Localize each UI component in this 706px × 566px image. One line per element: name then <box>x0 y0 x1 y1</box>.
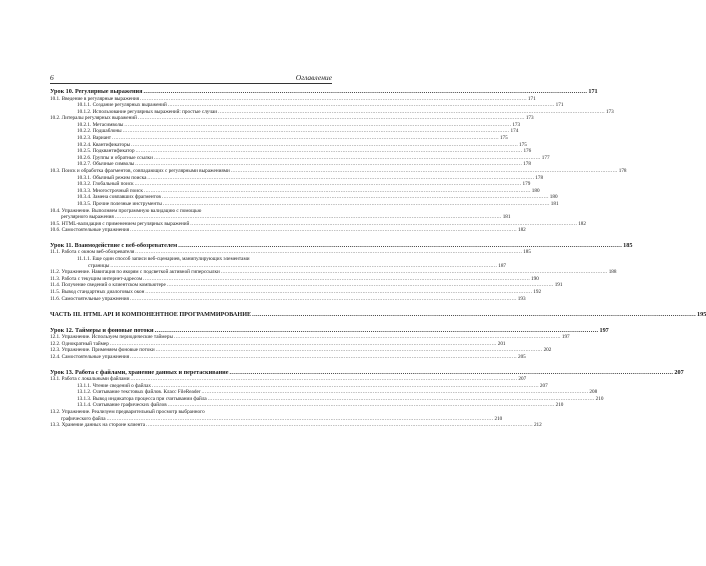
toc-entry-row <box>50 181 531 188</box>
toc-page-number: 207 <box>518 376 527 383</box>
leader-dots <box>167 282 554 289</box>
toc-entry-label: Урок 12. Таймеры и фоновые потоки <box>50 326 154 334</box>
toc-entry-label: 11.6. Самостоятельные упражнения <box>50 295 129 302</box>
spacer <box>50 302 332 311</box>
toc-page-number: 185 <box>523 249 531 256</box>
leader-dots <box>135 181 522 188</box>
toc-page-number: 173 <box>605 108 614 115</box>
toc-page-number: 171 <box>588 88 598 95</box>
toc-page-number: 207 <box>539 382 548 389</box>
page-number: 6 <box>50 73 54 82</box>
toc-page-number: 197 <box>561 334 570 341</box>
leader-dots <box>154 155 541 162</box>
leader-dots <box>152 383 539 390</box>
toc-entry-label: 11.4. Получение сведений о клиентском компьютере <box>50 282 166 289</box>
toc-entry-row <box>50 148 532 155</box>
toc-page-number: 178 <box>535 174 544 181</box>
toc-entry-label-cont: страницы <box>88 262 110 269</box>
toc-entry-label: 10.2. Литералы регулярных выражений <box>50 115 137 122</box>
toc-chapter <box>50 368 684 377</box>
leader-dots <box>138 115 525 122</box>
toc-entry-row <box>50 128 519 135</box>
leader-dots <box>131 376 518 383</box>
toc-entry-row <box>50 201 559 208</box>
toc-page-number: 208 <box>589 389 598 396</box>
toc-page-number: 191 <box>554 282 563 289</box>
toc-entry-row <box>50 295 526 303</box>
toc-page-number: 207 <box>674 368 684 376</box>
toc-entry-row <box>50 269 617 276</box>
toc-entry-label: 13.1.3. Вывод индикатора процесса при считывании файла <box>77 395 207 402</box>
toc-entry-label: 11.3. Работа с текущим интернет-адресом <box>50 275 143 282</box>
toc-entry <box>50 115 534 122</box>
toc-entry-label: Урок 10. Регулярные выражения <box>50 88 143 95</box>
toc-page-number: 210 <box>595 395 604 402</box>
toc-entry <box>50 168 627 175</box>
toc-entry <box>50 409 503 422</box>
leader-dots <box>168 102 555 109</box>
toc-entry-row <box>50 88 598 96</box>
toc-entry-label: 10.5. HTML-валидация с применением регулярных выражений <box>50 220 190 227</box>
toc-page-number: 210 <box>555 402 564 409</box>
toc-page-number: 173 <box>512 121 521 128</box>
toc-entry-label: 12.4. Самостоятельные упражнения <box>50 354 130 360</box>
toc-entry <box>50 135 508 142</box>
leader-dots <box>107 416 494 423</box>
leader-dots <box>131 142 518 149</box>
toc-page-number: 197 <box>599 326 609 334</box>
toc-entry <box>50 256 507 269</box>
toc-entry-row <box>50 214 511 221</box>
toc-entry-label: 13.3. Хранение данных на стороне клиента <box>50 422 146 429</box>
toc-entry-label: ЧАСТЬ III. HTML API И КОМПОНЕНТНОЕ ПРОГРАММИРОВАНИЕ <box>50 311 252 319</box>
toc-page-number: 180 <box>531 187 540 194</box>
leader-dots <box>130 296 517 303</box>
toc-entry-row <box>50 220 586 228</box>
leader-dots <box>147 175 534 182</box>
leader-dots <box>229 369 673 377</box>
toc-page-number: 175 <box>499 135 508 142</box>
toc-page-number: 182 <box>578 220 586 227</box>
leader-dots <box>110 341 497 348</box>
toc-entry-row <box>50 354 526 361</box>
toc-entry-label: 10.1.2. Использование регулярных выражений: простые случаи <box>77 108 218 115</box>
toc-entry-label: 10.2.5. Подквантификатор <box>77 148 135 155</box>
toc-page-number: 173 <box>525 115 534 122</box>
toc-entry <box>50 227 526 234</box>
toc-entry <box>50 334 570 341</box>
toc-page-number: 185 <box>623 241 633 249</box>
toc-entry <box>50 181 531 188</box>
toc-entry-label: 10.2.3. Вариант <box>77 135 112 142</box>
toc-page-number: 171 <box>527 95 536 102</box>
leader-dots <box>124 122 511 129</box>
leader-dots <box>130 227 517 234</box>
toc-page-number: 201 <box>497 340 506 347</box>
leader-dots <box>218 109 605 116</box>
leader-dots <box>145 289 532 296</box>
leader-dots <box>143 88 587 96</box>
leader-dots <box>178 242 622 250</box>
toc-entry <box>50 201 559 208</box>
toc-page-number: 190 <box>531 275 539 282</box>
toc-page-number: 193 <box>517 295 526 302</box>
toc-entry-row <box>50 115 534 122</box>
section-title: Оглавление <box>295 73 332 82</box>
toc-entry-label: 10.2.2. Подшаблоны <box>77 128 122 135</box>
leader-dots <box>144 188 531 195</box>
toc-entry-label-cont: регулярного выражения <box>61 214 114 221</box>
toc-page-number: 180 <box>549 194 558 201</box>
toc-page-number: 188 <box>608 269 617 276</box>
leader-dots <box>168 402 555 409</box>
leader-dots <box>201 389 588 396</box>
leader-dots <box>156 347 543 354</box>
leader-dots <box>163 201 550 208</box>
toc-entry-label: 10.6. Самостоятельные упражнения <box>50 227 130 234</box>
table-of-contents <box>50 88 706 429</box>
toc-entry-row <box>50 334 570 341</box>
leader-dots <box>208 396 595 403</box>
leader-dots <box>231 168 618 175</box>
toc-entry-row <box>50 415 503 423</box>
toc-entry <box>50 220 586 228</box>
leader-dots <box>130 354 517 361</box>
leader-dots <box>155 327 599 335</box>
header-rule <box>50 83 332 84</box>
toc-entry-label: 10.1. Введение в регулярные выражения <box>50 95 140 102</box>
toc-entry-row <box>50 422 542 429</box>
leader-dots <box>174 334 561 341</box>
toc-entry <box>50 102 564 109</box>
toc-page-number: 202 <box>543 347 552 354</box>
toc-page-number: 177 <box>541 154 550 161</box>
toc-page-number: 192 <box>533 289 542 296</box>
toc-page-number: 178 <box>523 161 531 168</box>
toc-entry-label: 12.3. Упражнение. Применяем фоновые потоки <box>50 347 155 354</box>
toc-page-number: 181 <box>502 214 511 221</box>
toc-page-number: 195 <box>697 311 706 319</box>
toc-entry-row <box>50 389 598 396</box>
toc-entry <box>50 128 519 135</box>
toc-page-number: 174 <box>510 128 519 135</box>
toc-entry-label-line: 11.1.1. Еще один способ записи веб-сценариев, манипулирующих элементами <box>77 256 250 263</box>
toc-entry-row <box>50 168 627 175</box>
toc-entry-label: 13.1.1. Чтение сведений о файлах <box>77 382 151 389</box>
toc-page-number: 182 <box>517 227 526 234</box>
spacer <box>50 234 332 242</box>
leader-dots <box>146 422 533 429</box>
toc-page-number: 181 <box>550 201 559 207</box>
toc-entry-label: 10.2.1. Метасимволы <box>77 121 124 128</box>
toc-entry-row <box>50 376 527 383</box>
leader-dots <box>123 128 510 135</box>
toc-entry-label-line: 13.2. Упражнение. Реализуем предварительный просмотр выбранного <box>50 409 205 416</box>
toc-page-number: 205 <box>517 354 526 360</box>
toc-entry <box>50 282 563 289</box>
toc-entry-row <box>50 227 526 234</box>
toc-entry-label: 11.5. Вывод стандартных диалоговых окон <box>50 289 145 296</box>
leader-dots <box>112 135 499 142</box>
toc-entry-label: 12.2. Однократный таймер <box>50 340 109 347</box>
toc-entry-label: 10.3.1. Обычный режим поиска <box>77 174 147 181</box>
toc-page-number: 212 <box>533 422 542 429</box>
toc-entry-row <box>50 135 508 142</box>
toc-entry <box>50 389 598 396</box>
leader-dots <box>252 311 696 319</box>
toc-entry-label: 10.2.4. Квантификаторы <box>77 141 131 148</box>
toc-entry-label: 13.1. Работа с локальными файлами <box>50 376 130 383</box>
toc-chapter <box>50 88 598 96</box>
toc-entry-label: 11.2. Упражнение. Навигация по якорям с подсветкой активной гиперссылки <box>50 269 220 276</box>
spacer <box>50 361 332 369</box>
toc-entry <box>50 376 527 383</box>
toc-entry-label: 10.1.1. Создание регулярных выражений <box>77 102 167 109</box>
running-header <box>50 73 332 83</box>
toc-entry-label-cont: графического файла <box>61 415 106 422</box>
spacer <box>50 319 332 327</box>
toc-entry-row <box>50 282 563 289</box>
toc-entry-row <box>50 289 542 296</box>
toc-page-number: 171 <box>555 102 564 109</box>
toc-entry-label: 10.3.2. Глобальный поиск <box>77 181 134 188</box>
toc-entry-row <box>50 347 552 354</box>
toc-page-number: 187 <box>498 262 507 269</box>
leader-dots <box>143 276 530 283</box>
toc-entry-label: Урок 13. Работа с файлами, хранение данных и перетаскивание <box>50 368 229 376</box>
toc-entry-label: 10.2.7. Обычные символы <box>77 161 135 168</box>
toc-page-number: 176 <box>523 148 532 155</box>
toc-entry-row <box>50 194 558 201</box>
toc-entry-label: 10.3.4. Замена совпавших фрагментов <box>77 194 161 201</box>
toc-page-number: 175 <box>519 141 527 148</box>
toc-entry-label: 10.3.5. Прочие полезные инструменты <box>77 201 162 207</box>
toc-entry <box>50 422 542 429</box>
toc-page-number: 210 <box>494 415 503 422</box>
toc-entry-label-line: 10.4. Упражнение. Выполняем программную валидацию с помощью <box>50 207 202 214</box>
toc-entry-row <box>50 102 564 109</box>
toc-entry <box>50 354 526 361</box>
toc-entry <box>50 148 532 155</box>
toc-entry-label: 10.2.6. Группы и обратные ссылки <box>77 154 153 161</box>
toc-entry-label: 10.3.3. Многострочный поиск <box>77 187 143 194</box>
toc-entry-row <box>50 311 706 319</box>
toc-entry-label: Урок 11. Взаимодействие с веб-обозревателем <box>50 241 178 249</box>
leader-dots <box>190 221 577 228</box>
toc-part <box>50 311 706 319</box>
toc-page-number: 179 <box>522 181 531 188</box>
leader-dots <box>115 214 502 221</box>
leader-dots <box>136 148 523 155</box>
toc-entry <box>50 289 542 296</box>
toc-entry-label: 10.3. Поиск и обработка фрагментов, совпадающих с регулярными выражениями <box>50 168 230 175</box>
toc-entry <box>50 194 558 201</box>
leader-dots <box>140 96 527 103</box>
toc-entry-label: 12.1. Упражнение. Используем периодические таймеры <box>50 334 173 341</box>
toc-entry-row <box>50 368 684 377</box>
toc-entry-label: 13.1.2. Считывание текстовых файлов. Класс FileReader <box>77 389 201 396</box>
leader-dots <box>221 269 608 276</box>
toc-entry-label: 11.1. Работа с окном веб-обозревателя <box>50 249 135 256</box>
leader-dots <box>162 194 549 201</box>
toc-page-number: 178 <box>618 168 627 175</box>
toc-entry <box>50 347 552 354</box>
toc-entry <box>50 269 617 276</box>
toc-entry-label: 13.1.4. Считывание графических файлов <box>77 402 167 409</box>
toc-entry <box>50 295 526 303</box>
toc-entry <box>50 207 511 221</box>
